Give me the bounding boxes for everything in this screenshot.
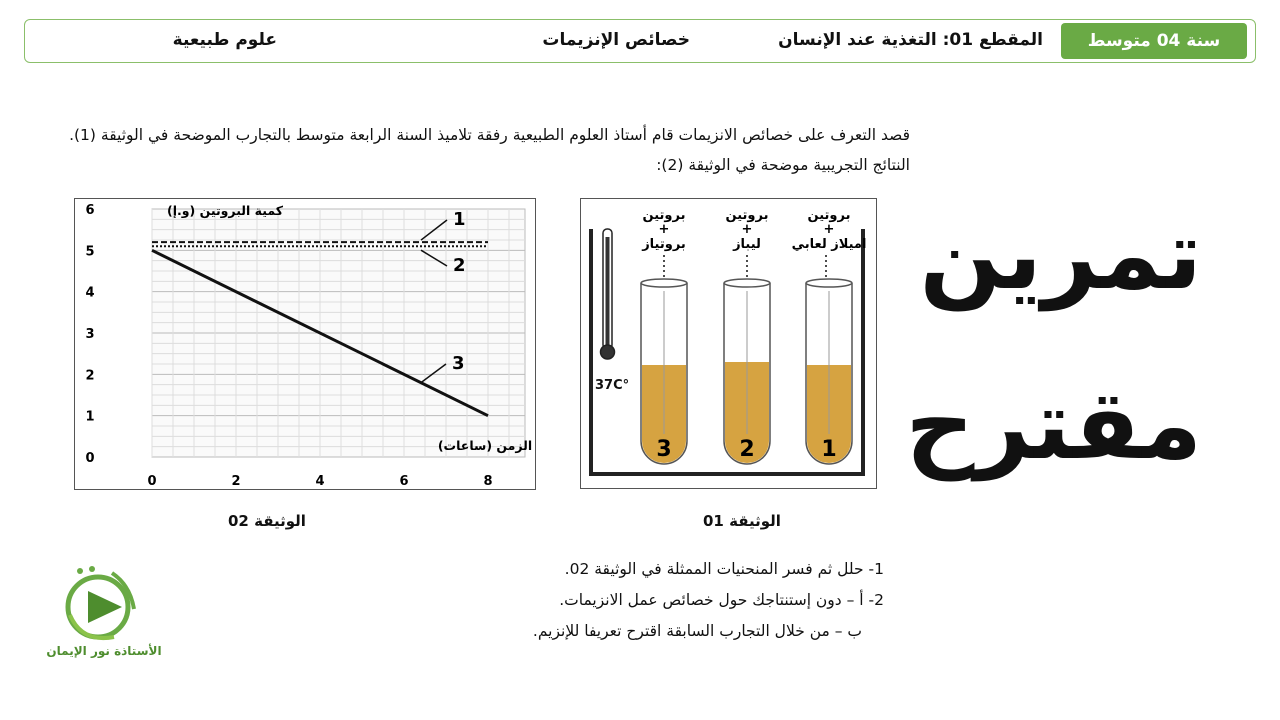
x-tick-label: 8 [483, 474, 493, 488]
x-tick-label: 6 [399, 474, 409, 488]
tube-1-label-top: بروتين [807, 208, 851, 223]
y-tick-label: 5 [85, 244, 95, 260]
document-01-caption: الوثيقة 01 [703, 512, 781, 530]
tube-1-label-enzyme: اميلاز لعابي [791, 237, 867, 252]
exercise-title-line2: مقترح [905, 369, 1202, 481]
tube-2-label-enzyme: ليباز [733, 237, 761, 252]
document-02-caption: الوثيقة 02 [228, 512, 306, 530]
intro-paragraph: قصد التعرف على خصائص الانزيمات قام أستاذ العلوم الطبيعية رفقة تلاميذ السنة الرابعة متوسط بالتجارب الموضحة في الوثيقة (1). النتائج التجريبية موضحة في الوثيقة (2): [69, 126, 910, 174]
question-2b: ب – من خلال التجارب السابقة اقترح تعريفا للإنزيم. [532, 622, 862, 640]
header-bar [24, 19, 1256, 63]
series-1-label: 1 [453, 209, 466, 230]
y-tick-label: 2 [85, 368, 95, 384]
thermometer-icon [601, 229, 615, 359]
y-tick-label: 3 [85, 327, 95, 342]
y-tick-label: 1 [85, 409, 95, 425]
tube-2 [724, 208, 770, 464]
tube-2-label-plus: + [741, 222, 753, 237]
x-tick-label: 4 [315, 474, 325, 488]
series-3-label: 3 [452, 353, 465, 374]
tube-1 [792, 208, 867, 464]
tube-3-label-top: بروتين [642, 208, 686, 223]
tube-3-label-plus: + [658, 222, 670, 237]
tube-3 [641, 208, 687, 464]
series-2-label: 2 [453, 255, 466, 276]
subject-title: علوم طبيعية [172, 30, 277, 50]
topic-title: خصائص الإنزيمات [542, 30, 690, 50]
protein-chart [75, 199, 534, 488]
thermometer-label: 37C° [595, 378, 630, 393]
tube-1-label-plus: + [823, 222, 835, 237]
tube-2-label-top: بروتين [725, 208, 769, 223]
document-02-chart [74, 198, 536, 490]
tube-1-number: 1 [821, 437, 837, 462]
question-2a: 2- أ – دون إستنتاجك حول خصائص عمل الانزيمات. [559, 591, 884, 609]
y-tick-label: 0 [85, 451, 95, 466]
tube-3-label-enzyme: بروتياز [642, 237, 686, 252]
sequence-title: المقطع 01: التغذية عند الإنسان [778, 30, 1043, 50]
test-tubes-diagram [581, 199, 875, 487]
question-1: 1- حلل ثم فسر المنحنيات الممثلة في الوثيقة 02. [564, 560, 884, 578]
x-tick-label: 2 [231, 474, 241, 488]
y-tick-label: 6 [85, 203, 95, 218]
grade-badge: سنة 04 متوسط [1061, 23, 1247, 59]
document-01-figure [580, 198, 877, 489]
logo-text: الأستاذة نور الإيمان [46, 644, 162, 658]
x-axis-label: الزمن (ساعات) [437, 438, 533, 453]
x-tick-label: 0 [147, 474, 157, 488]
y-axis-label: كمية البروتين (و.إ) [167, 203, 283, 218]
tube-3-number: 3 [656, 437, 672, 462]
y-tick-label: 4 [85, 285, 95, 301]
exercise-title-line1: تمرين [919, 199, 1202, 311]
questions-list [364, 554, 884, 647]
tube-2-number: 2 [739, 437, 755, 462]
